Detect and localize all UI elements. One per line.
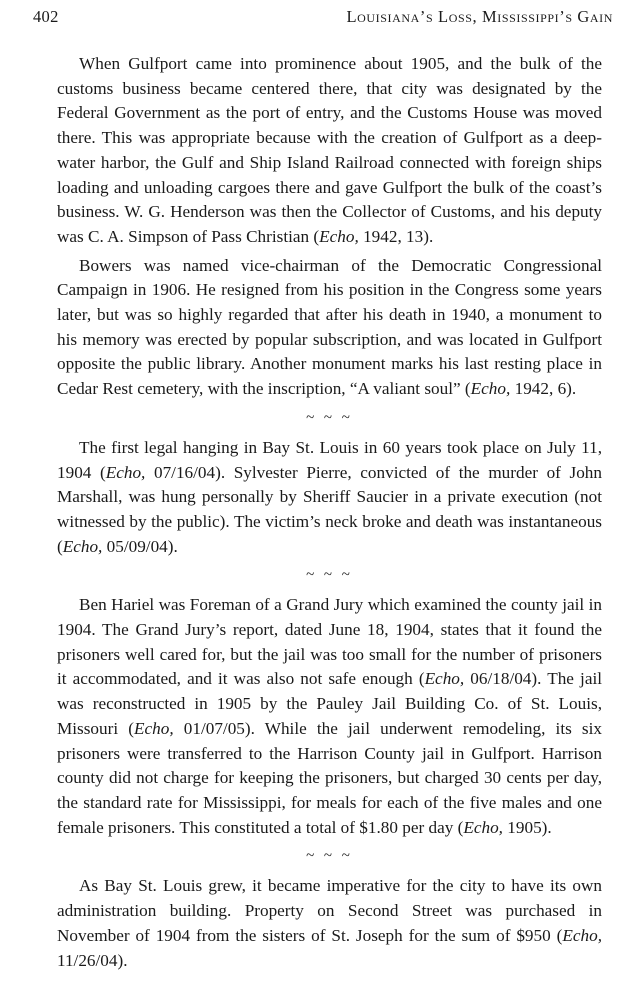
text-run: Bowers was named vice-chairman of the Democratic Congressional Campaign in 1906. He resigned from his position in the Congress some years later, but was so highly regarded that after his death in 1940, a monument to his memory was erected by popular subscription, and was located in Gulfport opposite the public library. Another monument marks his last resting place in Cedar Rest cemetery, with the inscription, “A valiant soul” ( <box>57 255 602 399</box>
paragraph <box>57 52 602 250</box>
page-number: 402 <box>33 7 59 26</box>
text-run: 1942, 13). <box>358 226 434 246</box>
section-separator: ~ ~ ~ <box>306 848 353 865</box>
text-run: 06/18/04). The jail was reconstructed in 1905 by the Pauley Jail Building Co. of St. Louis, Missouri ( <box>57 669 602 738</box>
text-run: The first legal hanging in Bay St. Louis in 60 years took place on July 11, 1904 ( <box>57 437 602 482</box>
page-header <box>33 7 613 31</box>
citation-source: Echo, <box>319 226 359 246</box>
citation-source: Echo, <box>562 925 602 945</box>
citation-source: Echo, <box>463 817 503 837</box>
running-head: Louisiana’s Loss, Mississippi’s Gain <box>346 7 613 26</box>
text-run: 07/16/04). Sylvester Pierre, convicted of the murder of John Marshall, was hung personally by Sheriff Saucier in a private execution (not witnessed by the public). The victim’s neck broke and death was instantaneous ( <box>57 462 602 556</box>
text-run: Ben Hariel was Foreman of a Grand Jury which examined the county jail in 1904. The Grand Jury’s report, dated June 18, 1904, states that it found the prisoners well cared for, but the jail was too small for the number of prisoners it accommodated, and it was also not safe enough ( <box>57 595 602 689</box>
section-separator: ~ ~ ~ <box>306 567 353 584</box>
citation-source: Echo, <box>470 379 511 399</box>
text-run: 1905). <box>502 817 552 837</box>
body-text <box>57 52 602 973</box>
paragraph <box>57 436 602 560</box>
citation-source: Echo, <box>62 536 103 556</box>
text-run: 01/07/05). While the jail underwent remodeling, its six prisoners were transferred to the Harrison County jail in Gulfport. Harrison county did not charge for keeping the prisoners, but charged 30 cents per day, the standard rate for Mississippi, for meals for each of the five males and one female prisoners. This constituted a total of $1.80 per day ( <box>57 718 602 837</box>
paragraph <box>57 593 602 840</box>
citation-source: Echo, <box>105 462 146 482</box>
citation-source: Echo, <box>424 669 465 689</box>
text-run: 11/26/04). <box>57 950 128 970</box>
paragraph <box>57 874 602 973</box>
citation-source: Echo, <box>134 718 174 738</box>
text-run: 05/09/04). <box>102 536 178 556</box>
section-separator: ~ ~ ~ <box>306 409 353 426</box>
paragraph <box>57 254 602 402</box>
text-run: When Gulfport came into prominence about 1905, and the bulk of the customs business became centered there, that city was designated by the Federal Government as the port of entry, and the Customs House was moved there. This was appropriate because with the creation of Gulfport as a deep-water harbor, the Gulf and Ship Island Railroad connected with foreign ships loading and unloading cargoes there and gave Gulfport the bulk of the coast’s business. W. G. Henderson was then the Collector of Customs, and his deputy was C. A. Simpson of Pass Christian ( <box>57 54 602 246</box>
text-run: 1942, 6). <box>510 379 577 399</box>
text-run: As Bay St. Louis grew, it became imperative for the city to have its own administration building. Property on Second Street was purchased in November of 1904 from the sisters of St. Joseph for the sum of $950 ( <box>57 876 602 945</box>
